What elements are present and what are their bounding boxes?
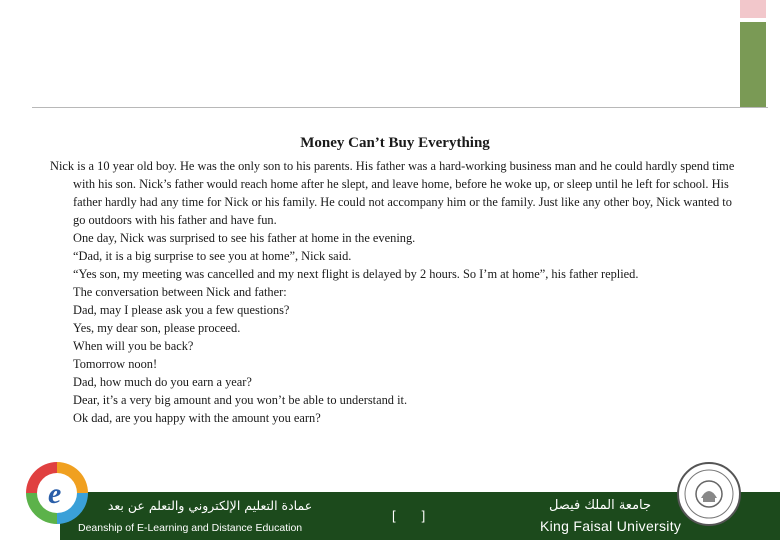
deanship-english-label: Deanship of E-Learning and Distance Education <box>78 522 303 534</box>
slide-title: Money Can’t Buy Everything <box>300 135 490 151</box>
logo-letter: e <box>48 477 62 510</box>
header-divider <box>32 107 768 108</box>
corner-accent-pink <box>740 0 766 18</box>
story-line: Dad, may I please ask you a few questions? <box>73 303 290 317</box>
story-line: Dear, it’s a very big amount and you won’t be able to understand it. <box>73 393 408 407</box>
story-line: Dad, how much do you earn a year? <box>73 375 252 389</box>
story-line: Tomorrow noon! <box>73 357 158 371</box>
university-english-label: King Faisal University <box>540 518 682 534</box>
story-line: Yes, my dear son, please proceed. <box>73 321 241 335</box>
university-arabic-label: جامعة الملك فيصل <box>548 498 652 513</box>
story-line: “Dad, it is a big surprise to see you at home”, Nick said. <box>73 249 352 263</box>
story-line: One day, Nick was surprised to see his father at home in the evening. <box>73 231 416 245</box>
corner-accent-green <box>740 22 766 108</box>
footer <box>0 458 780 540</box>
story-paragraph: Nick is a 10 year old boy. He was the only son to his parents. His father was a hard-working business man and he could hardly spend time with his son. Nick’s father would reach home after he slept, and leave home, before he woke up, or sleep until he left for school. His father hardly had any time for Nick or his family. He could not accompany him or the family. Just like any other boy, Nick wanted to go outdoors with his father and have fun. <box>50 159 735 227</box>
elearning-logo-icon <box>22 458 92 532</box>
story-line: “Yes son, my meeting was cancelled and my next flight is delayed by 2 hours. So I’m at home”, his father replied. <box>73 267 639 281</box>
page-bracket-close: ] <box>421 508 426 523</box>
story-line: When will you be back? <box>73 339 194 353</box>
slide-content <box>50 133 740 427</box>
story-line: The conversation between Nick and father: <box>73 285 287 299</box>
university-seal-icon <box>676 458 742 534</box>
story-line: Ok dad, are you happy with the amount you earn? <box>73 411 321 425</box>
deanship-arabic-label: عمادة التعليم الإلكتروني والتعلم عن بعد <box>107 498 313 513</box>
page-bracket-open: [ <box>392 508 396 523</box>
page-number <box>392 508 425 523</box>
